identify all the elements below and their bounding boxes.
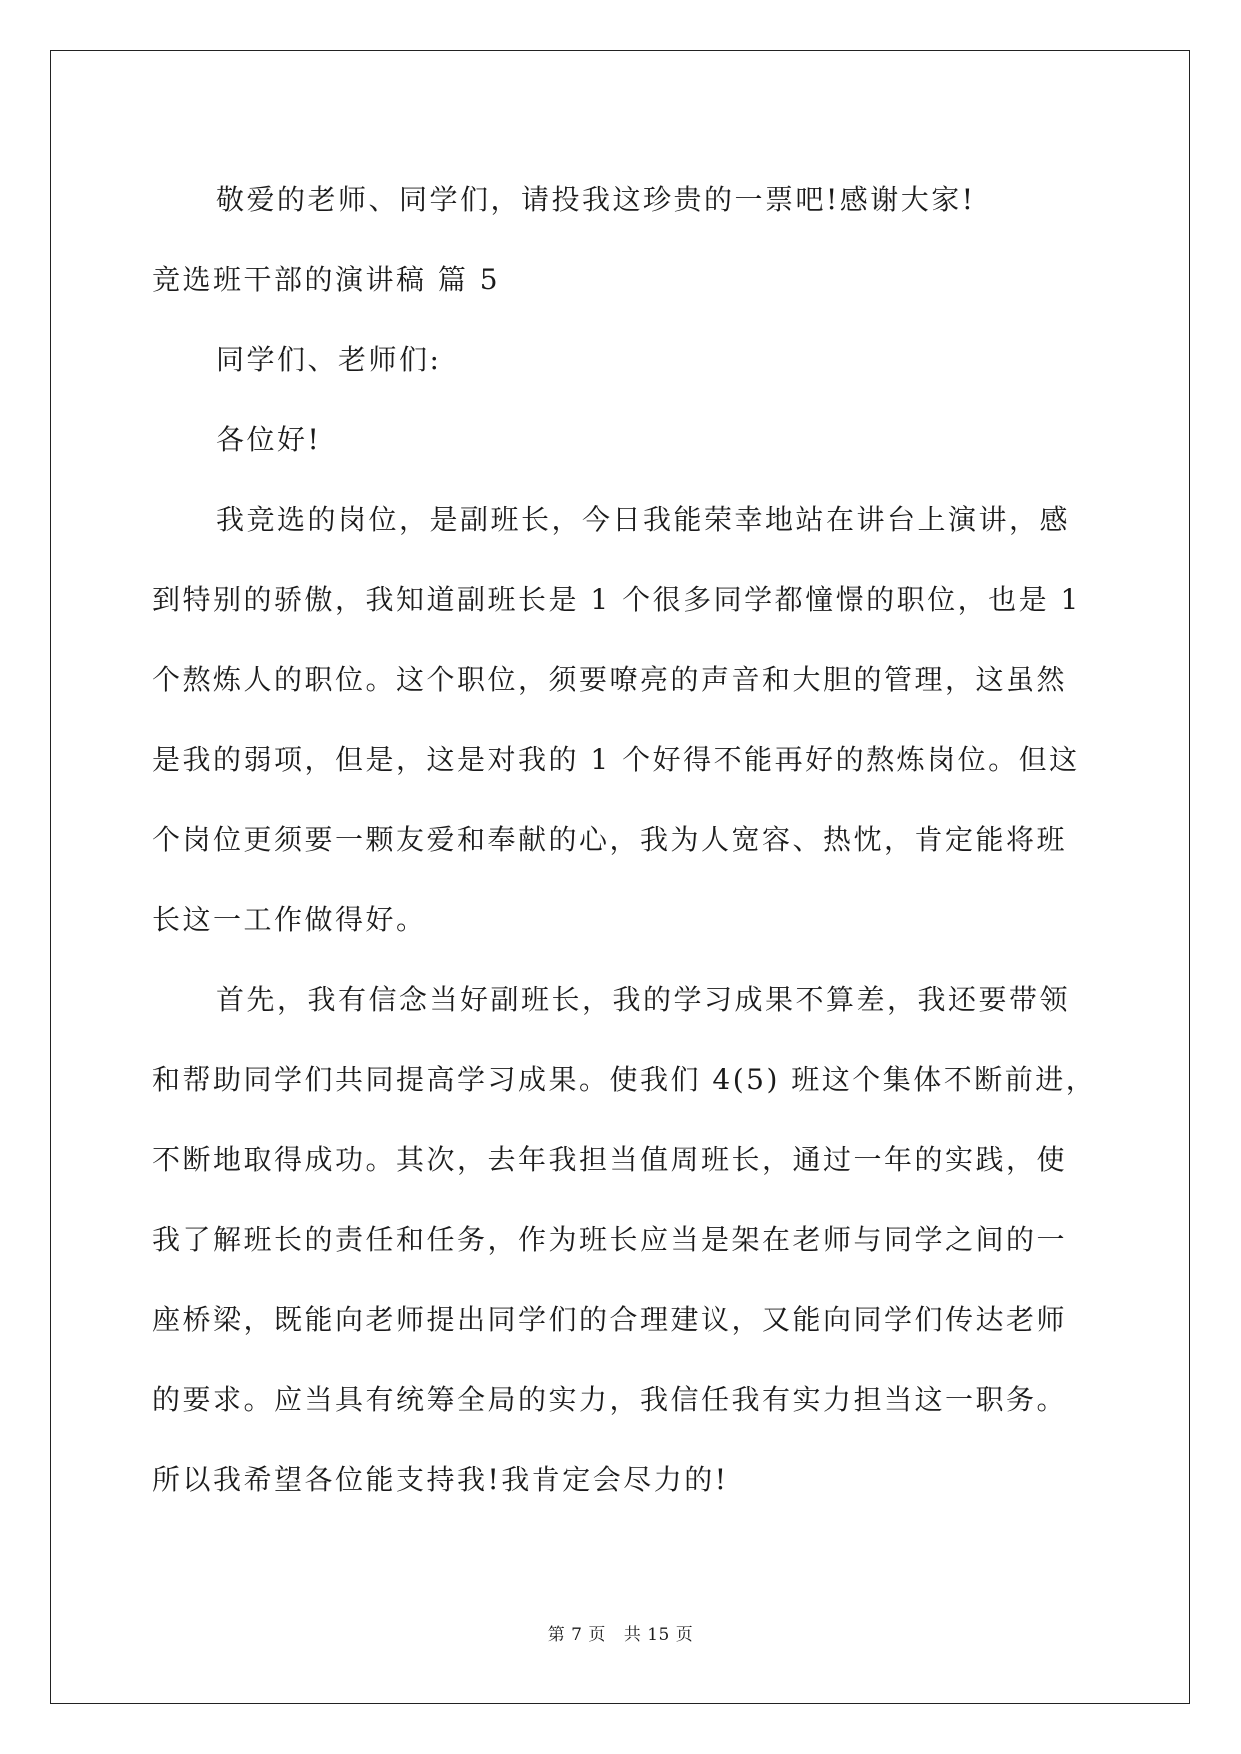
section-heading: 竞选班干部的演讲稿 篇 5 (152, 263, 501, 296)
text-line: 的要求。应当具有统筹全局的实力，我信任我有实力担当这一职务。 (152, 1383, 1068, 1416)
text-line: 和帮助同学们共同提高学习成果。使我们 4(5) 班这个集体不断前进， (152, 1063, 1097, 1096)
text-line: 到特别的骄傲，我知道副班长是 1 个很多同学都憧憬的职位，也是 1 (152, 583, 1081, 616)
text-line: 不断地取得成功。其次，去年我担当值周班长，通过一年的实践，使 (152, 1143, 1068, 1176)
text-line: 首先，我有信念当好副班长，我的学习成果不算差，我还要带领 (216, 983, 1071, 1016)
page-footer (0, 1620, 1241, 1645)
page-total: 共 15 页 (623, 1625, 694, 1645)
text-line: 同学们、老师们: (216, 343, 442, 376)
text-line: 各位好! (216, 423, 322, 456)
text-line: 长这一工作做得好。 (152, 903, 427, 936)
text-line: 个岗位更须要一颗友爱和奉献的心，我为人宽容、热忱，肯定能将班 (152, 823, 1068, 856)
text-line: 座桥梁，既能向老师提出同学们的合理建议，又能向同学们传达老师 (152, 1303, 1068, 1336)
page-number: 第 7 页 (547, 1625, 606, 1645)
document-body (152, 160, 1102, 1520)
text-line: 敬爱的老师、同学们，请投我这珍贵的一票吧!感谢大家! (216, 183, 976, 216)
text-line: 我了解班长的责任和任务，作为班长应当是架在老师与同学之间的一 (152, 1223, 1068, 1256)
text-line: 是我的弱项，但是，这是对我的 1 个好得不能再好的熬炼岗位。但这 (152, 743, 1080, 776)
text-line: 个熬炼人的职位。这个职位，须要嘹亮的声音和大胆的管理，这虽然 (152, 663, 1068, 696)
text-line: 所以我希望各位能支持我!我肯定会尽力的! (152, 1463, 729, 1496)
text-line: 我竞选的岗位，是副班长，今日我能荣幸地站在讲台上演讲，感 (216, 503, 1071, 536)
